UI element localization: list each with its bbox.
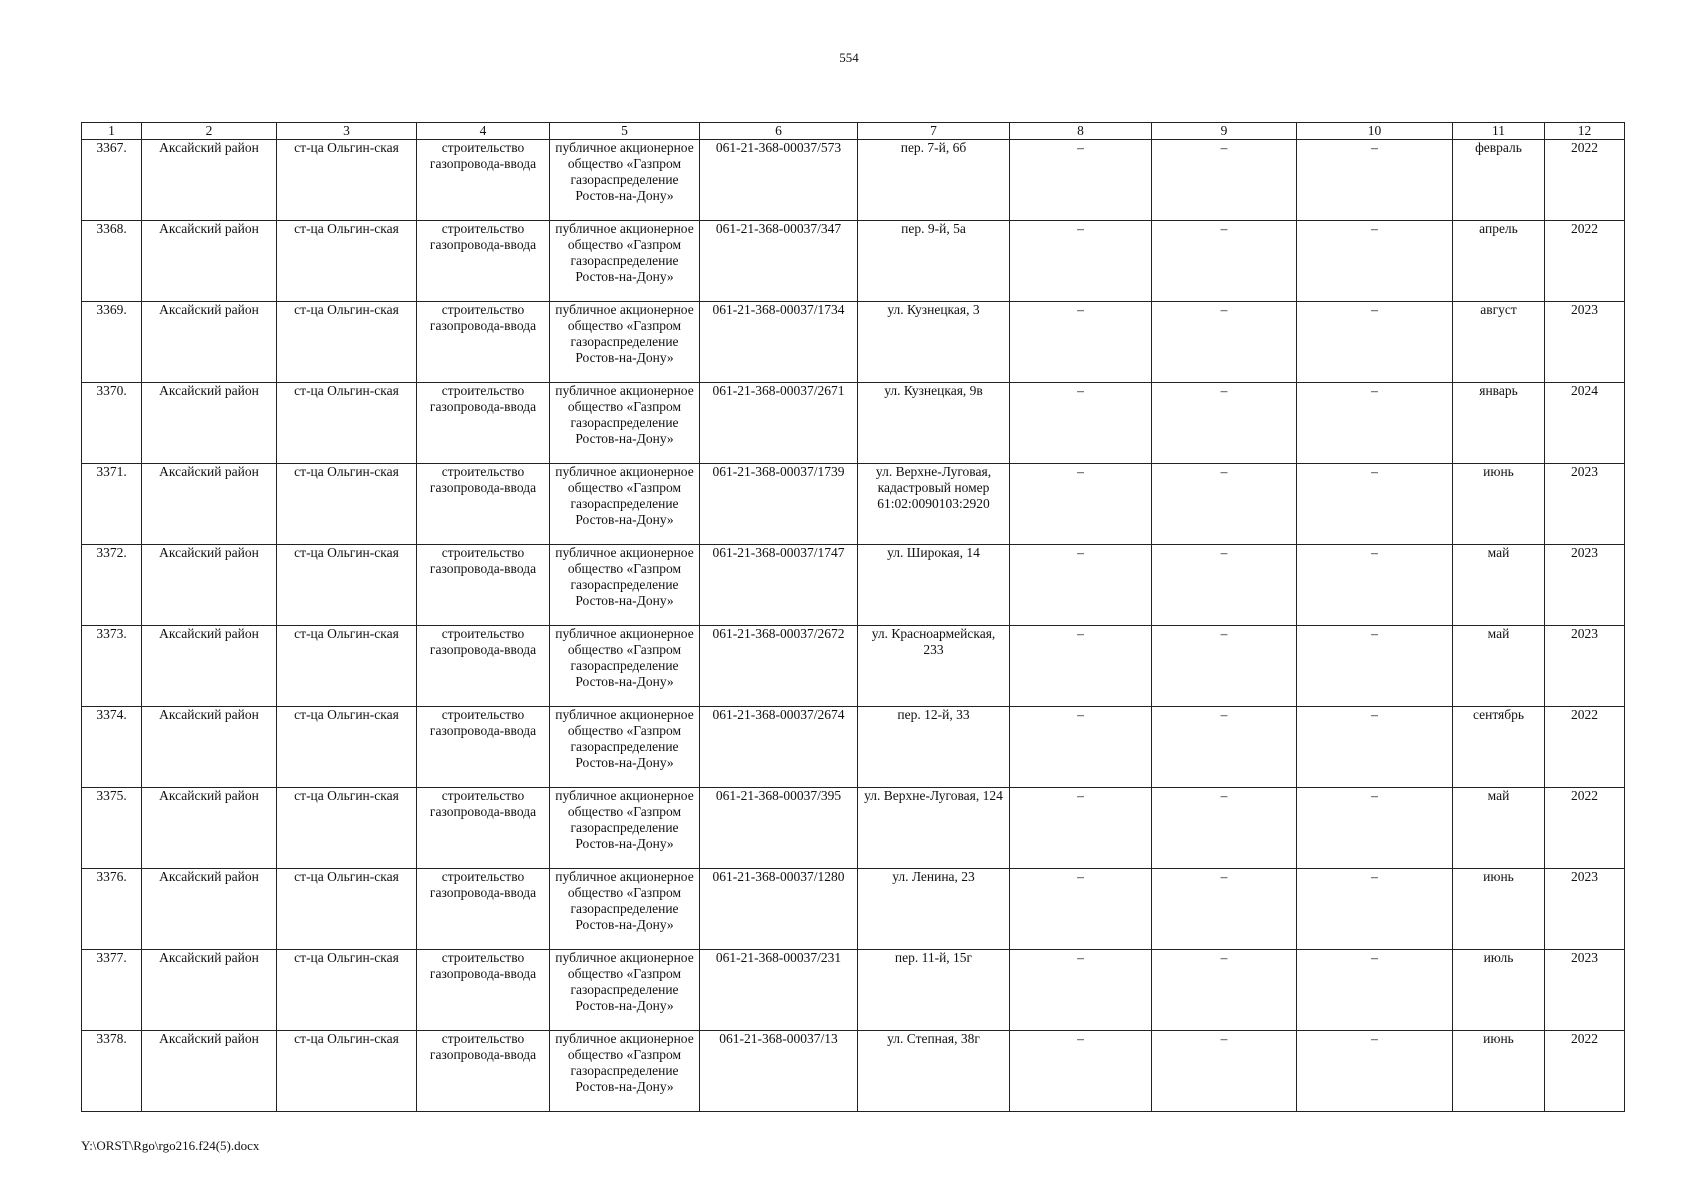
organization-cell: публичное акционерное общество «Газпром газораспределение Ростов-на-Дону» [550,140,700,221]
settlement-cell: ст-ца Ольгин-ская [277,626,417,707]
registration-code-cell: 061-21-368-00037/2672 [700,626,858,707]
row-number: 3369. [82,302,142,383]
registration-code-cell: 061-21-368-00037/13 [700,1031,858,1112]
registration-code-cell: 061-21-368-00037/347 [700,221,858,302]
column-header-12: 12 [1545,123,1625,140]
column-header-9: 9 [1152,123,1297,140]
year-cell: 2023 [1545,464,1625,545]
district-cell: Аксайский район [142,1031,277,1112]
month-cell: июнь [1453,869,1545,950]
address-cell: ул. Верхне-Луговая, кадастровый номер 61:02:0090103:2920 [858,464,1010,545]
column-10-cell: – [1297,302,1453,383]
month-cell: февраль [1453,140,1545,221]
column-8-cell: – [1010,383,1152,464]
organization-cell: публичное акционерное общество «Газпром газораспределение Ростов-на-Дону» [550,788,700,869]
column-8-cell: – [1010,221,1152,302]
column-10-cell: – [1297,626,1453,707]
address-cell: пер. 11-й, 15г [858,950,1010,1031]
settlement-cell: ст-ца Ольгин-ская [277,140,417,221]
month-cell: май [1453,626,1545,707]
district-cell: Аксайский район [142,950,277,1031]
column-8-cell: – [1010,950,1152,1031]
month-cell: июнь [1453,1031,1545,1112]
table-row [82,383,1625,464]
document-path: Y:\ORST\Rgo\rgo216.f24(5).docx [81,1138,260,1153]
year-cell: 2022 [1545,788,1625,869]
month-cell: май [1453,788,1545,869]
column-8-cell: – [1010,626,1152,707]
column-9-cell: – [1152,221,1297,302]
year-cell: 2023 [1545,626,1625,707]
address-cell: пер. 12-й, 33 [858,707,1010,788]
organization-cell: публичное акционерное общество «Газпром газораспределение Ростов-на-Дону» [550,1031,700,1112]
year-cell: 2023 [1545,869,1625,950]
work-type-cell: строительство газопровода-ввода [417,1031,550,1112]
work-type-cell: строительство газопровода-ввода [417,221,550,302]
year-cell: 2023 [1545,545,1625,626]
row-number: 3370. [82,383,142,464]
page-number: 554 [839,50,859,65]
row-number: 3372. [82,545,142,626]
column-9-cell: – [1152,1031,1297,1112]
address-cell: ул. Кузнецкая, 3 [858,302,1010,383]
month-cell: сентябрь [1453,707,1545,788]
work-type-cell: строительство газопровода-ввода [417,707,550,788]
work-type-cell: строительство газопровода-ввода [417,545,550,626]
year-cell: 2022 [1545,140,1625,221]
table-row [82,464,1625,545]
column-10-cell: – [1297,950,1453,1031]
column-8-cell: – [1010,302,1152,383]
register-table [81,122,1625,1112]
settlement-cell: ст-ца Ольгин-ская [277,869,417,950]
district-cell: Аксайский район [142,383,277,464]
row-number: 3378. [82,1031,142,1112]
column-10-cell: – [1297,140,1453,221]
column-10-cell: – [1297,869,1453,950]
table-row [82,545,1625,626]
column-9-cell: – [1152,788,1297,869]
district-cell: Аксайский район [142,545,277,626]
settlement-cell: ст-ца Ольгин-ская [277,221,417,302]
settlement-cell: ст-ца Ольгин-ская [277,383,417,464]
work-type-cell: строительство газопровода-ввода [417,383,550,464]
address-cell: пер. 7-й, 6б [858,140,1010,221]
work-type-cell: строительство газопровода-ввода [417,950,550,1031]
district-cell: Аксайский район [142,221,277,302]
district-cell: Аксайский район [142,788,277,869]
year-cell: 2022 [1545,1031,1625,1112]
month-cell: апрель [1453,221,1545,302]
table-row [82,788,1625,869]
year-cell: 2023 [1545,302,1625,383]
column-header-6: 6 [700,123,858,140]
row-number: 3377. [82,950,142,1031]
column-10-cell: – [1297,707,1453,788]
column-10-cell: – [1297,788,1453,869]
row-number: 3368. [82,221,142,302]
month-cell: август [1453,302,1545,383]
work-type-cell: строительство газопровода-ввода [417,869,550,950]
table-row [82,1031,1625,1112]
column-8-cell: – [1010,788,1152,869]
column-10-cell: – [1297,383,1453,464]
settlement-cell: ст-ца Ольгин-ская [277,545,417,626]
settlement-cell: ст-ца Ольгин-ская [277,950,417,1031]
district-cell: Аксайский район [142,464,277,545]
column-9-cell: – [1152,707,1297,788]
registration-code-cell: 061-21-368-00037/1734 [700,302,858,383]
address-cell: пер. 9-й, 5а [858,221,1010,302]
settlement-cell: ст-ца Ольгин-ская [277,707,417,788]
month-cell: январь [1453,383,1545,464]
column-9-cell: – [1152,383,1297,464]
table-row [82,626,1625,707]
year-cell: 2022 [1545,707,1625,788]
table-row [82,869,1625,950]
year-cell: 2024 [1545,383,1625,464]
month-cell: июнь [1453,464,1545,545]
registration-code-cell: 061-21-368-00037/2674 [700,707,858,788]
column-9-cell: – [1152,950,1297,1031]
organization-cell: публичное акционерное общество «Газпром газораспределение Ростов-на-Дону» [550,950,700,1031]
table-row [82,950,1625,1031]
registration-code-cell: 061-21-368-00037/231 [700,950,858,1031]
address-cell: ул. Верхне-Луговая, 124 [858,788,1010,869]
row-number: 3374. [82,707,142,788]
year-cell: 2023 [1545,950,1625,1031]
district-cell: Аксайский район [142,626,277,707]
address-cell: ул. Кузнецкая, 9в [858,383,1010,464]
registration-code-cell: 061-21-368-00037/573 [700,140,858,221]
settlement-cell: ст-ца Ольгин-ская [277,1031,417,1112]
column-header-7: 7 [858,123,1010,140]
organization-cell: публичное акционерное общество «Газпром газораспределение Ростов-на-Дону» [550,221,700,302]
column-9-cell: – [1152,626,1297,707]
column-9-cell: – [1152,140,1297,221]
column-header-3: 3 [277,123,417,140]
column-8-cell: – [1010,545,1152,626]
year-cell: 2022 [1545,221,1625,302]
organization-cell: публичное акционерное общество «Газпром газораспределение Ростов-на-Дону» [550,383,700,464]
registration-code-cell: 061-21-368-00037/1747 [700,545,858,626]
column-8-cell: – [1010,140,1152,221]
row-number: 3376. [82,869,142,950]
row-number: 3373. [82,626,142,707]
organization-cell: публичное акционерное общество «Газпром газораспределение Ростов-на-Дону» [550,626,700,707]
table-row [82,221,1625,302]
column-header-2: 2 [142,123,277,140]
address-cell: ул. Красноармейская, 233 [858,626,1010,707]
column-10-cell: – [1297,545,1453,626]
row-number: 3375. [82,788,142,869]
address-cell: ул. Ленина, 23 [858,869,1010,950]
table-header [82,123,1625,140]
column-8-cell: – [1010,464,1152,545]
district-cell: Аксайский район [142,707,277,788]
column-header-5: 5 [550,123,700,140]
organization-cell: публичное акционерное общество «Газпром газораспределение Ростов-на-Дону» [550,707,700,788]
work-type-cell: строительство газопровода-ввода [417,140,550,221]
month-cell: июль [1453,950,1545,1031]
column-9-cell: – [1152,464,1297,545]
table-row [82,707,1625,788]
column-header-8: 8 [1010,123,1152,140]
column-8-cell: – [1010,1031,1152,1112]
organization-cell: публичное акционерное общество «Газпром газораспределение Ростов-на-Дону» [550,302,700,383]
month-cell: май [1453,545,1545,626]
column-10-cell: – [1297,464,1453,545]
column-10-cell: – [1297,221,1453,302]
table-row [82,140,1625,221]
column-header-4: 4 [417,123,550,140]
column-9-cell: – [1152,545,1297,626]
address-cell: ул. Степная, 38г [858,1031,1010,1112]
organization-cell: публичное акционерное общество «Газпром газораспределение Ростов-на-Дону» [550,545,700,626]
column-number-row [82,123,1625,140]
registration-code-cell: 061-21-368-00037/1739 [700,464,858,545]
column-8-cell: – [1010,707,1152,788]
column-header-10: 10 [1297,123,1453,140]
work-type-cell: строительство газопровода-ввода [417,302,550,383]
registration-code-cell: 061-21-368-00037/395 [700,788,858,869]
work-type-cell: строительство газопровода-ввода [417,626,550,707]
column-9-cell: – [1152,869,1297,950]
column-header-1: 1 [82,123,142,140]
address-cell: ул. Широкая, 14 [858,545,1010,626]
column-header-11: 11 [1453,123,1545,140]
settlement-cell: ст-ца Ольгин-ская [277,464,417,545]
settlement-cell: ст-ца Ольгин-ская [277,302,417,383]
organization-cell: публичное акционерное общество «Газпром газораспределение Ростов-на-Дону» [550,869,700,950]
organization-cell: публичное акционерное общество «Газпром газораспределение Ростов-на-Дону» [550,464,700,545]
column-9-cell: – [1152,302,1297,383]
settlement-cell: ст-ца Ольгин-ская [277,788,417,869]
row-number: 3371. [82,464,142,545]
table-body [82,140,1625,1112]
table-row [82,302,1625,383]
district-cell: Аксайский район [142,869,277,950]
column-8-cell: – [1010,869,1152,950]
work-type-cell: строительство газопровода-ввода [417,788,550,869]
work-type-cell: строительство газопровода-ввода [417,464,550,545]
district-cell: Аксайский район [142,302,277,383]
column-10-cell: – [1297,1031,1453,1112]
registration-code-cell: 061-21-368-00037/2671 [700,383,858,464]
district-cell: Аксайский район [142,140,277,221]
registration-code-cell: 061-21-368-00037/1280 [700,869,858,950]
row-number: 3367. [82,140,142,221]
